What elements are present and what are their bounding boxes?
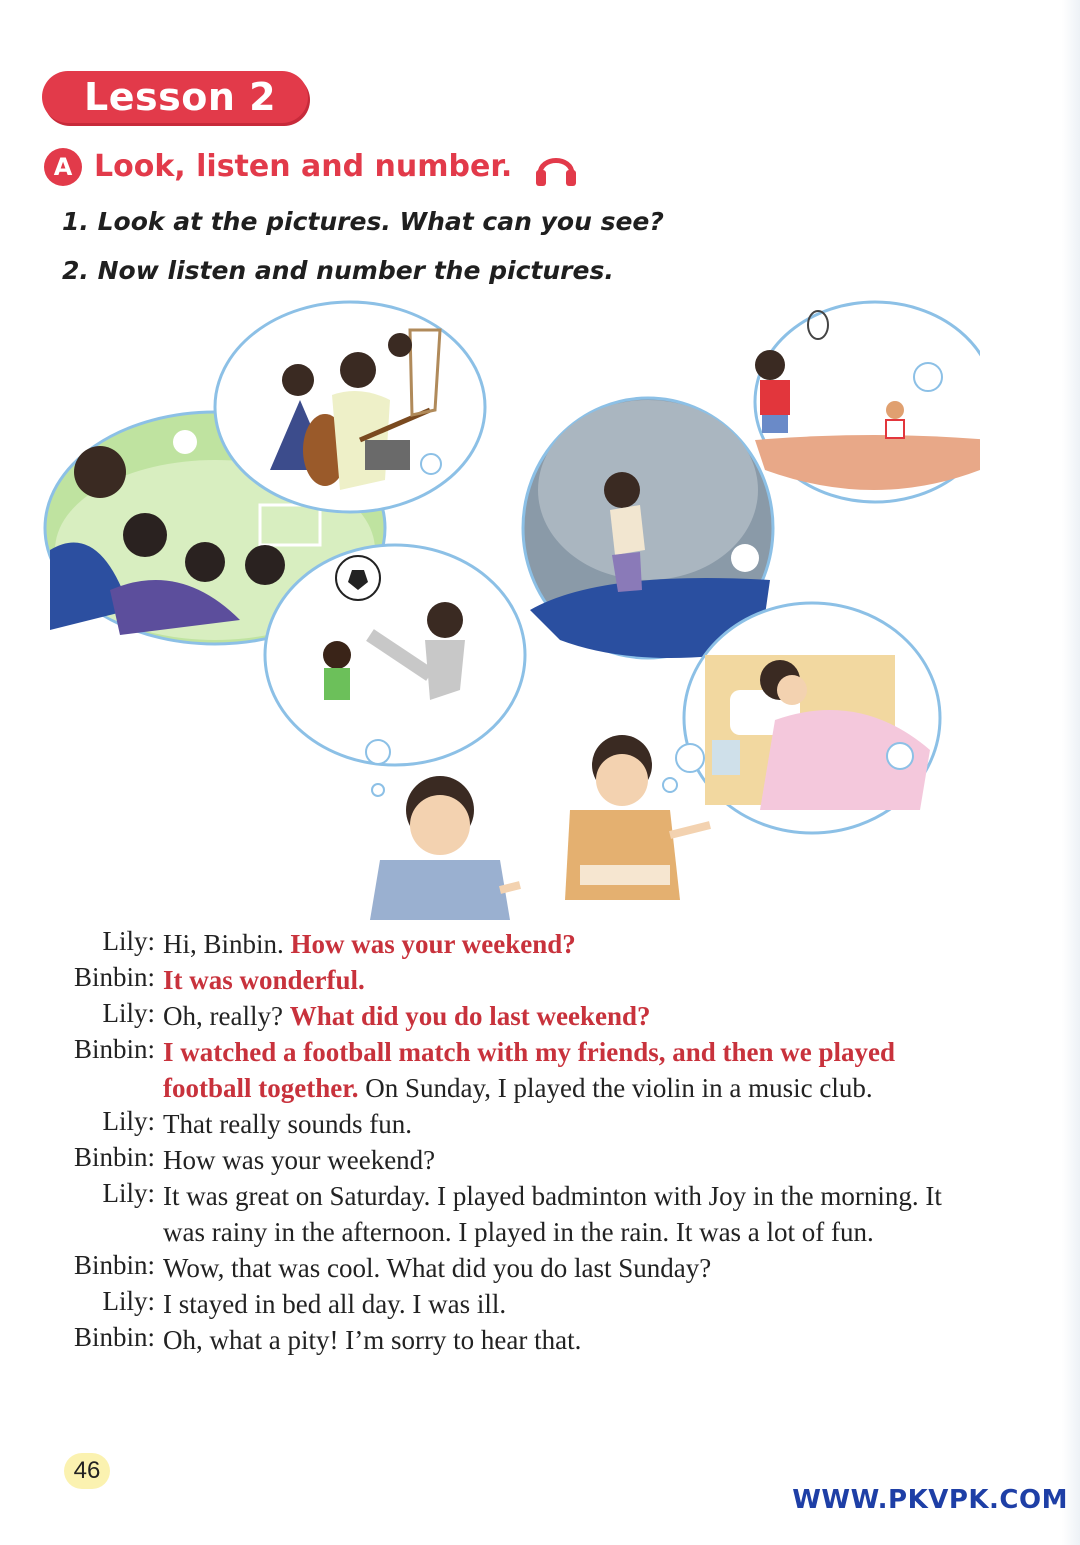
speech-text xyxy=(163,926,963,962)
speaker-name: Binbin: xyxy=(73,962,155,992)
instruction-look: 1. Look at the pictures. What can you see? xyxy=(62,207,664,236)
speech-text xyxy=(163,962,963,998)
speech-phrase: It was great on Saturday. I played badminton with Joy in the morning. It was rainy in the afternoon. I played in the rain. It was a lot of fun. xyxy=(163,1181,942,1247)
illustration xyxy=(40,290,980,930)
speech-text xyxy=(163,1322,963,1358)
dialogue-line xyxy=(0,1034,1080,1106)
page-number: 46 xyxy=(64,1453,110,1489)
speech-text xyxy=(163,1250,963,1286)
speech-phrase: Hi, Binbin. xyxy=(163,929,291,959)
speech-phrase: Wow, that was cool. What did you do last Sunday? xyxy=(163,1253,712,1283)
speaker-name: Lily: xyxy=(102,926,155,956)
speech-text xyxy=(163,1286,963,1322)
dialogue xyxy=(0,926,1080,1358)
dialogue-line xyxy=(0,998,1080,1034)
speech-text xyxy=(163,998,963,1034)
dialogue-line xyxy=(0,962,1080,998)
speaker-name: Lily: xyxy=(102,1286,155,1316)
section-title: Look, listen and number. xyxy=(94,149,513,184)
dialogue-line xyxy=(0,1250,1080,1286)
speaker-name: Binbin: xyxy=(73,1142,155,1172)
speaker-name: Binbin: xyxy=(73,1034,155,1064)
dialogue-line xyxy=(0,926,1080,962)
speech-phrase: I stayed in bed all day. I was ill. xyxy=(163,1289,507,1319)
orchestra-violin-icon xyxy=(215,302,485,512)
key-phrase: What did you do last weekend? xyxy=(289,1001,651,1031)
speech-phrase: Oh, really? xyxy=(163,1001,290,1031)
speaker-name: Lily: xyxy=(102,1178,155,1208)
speech-phrase: On Sunday, I played the violin in a music club. xyxy=(358,1073,873,1103)
speech-text xyxy=(163,1106,963,1142)
speech-text xyxy=(163,1178,963,1250)
watermark: WWW.PKVPK.COM xyxy=(792,1485,1068,1515)
badminton-icon xyxy=(755,302,980,502)
dialogue-line xyxy=(0,1142,1080,1178)
playing-in-rain-icon xyxy=(523,398,773,658)
dialogue-line xyxy=(0,1178,1080,1250)
speaker-name: Lily: xyxy=(102,998,155,1028)
speech-phrase: Oh, what a pity! I’m sorry to hear that. xyxy=(163,1325,582,1355)
section-badge: A xyxy=(44,148,82,186)
dialogue-line xyxy=(0,1106,1080,1142)
lesson-title: Lesson 2 xyxy=(84,75,277,119)
speech-text xyxy=(163,1034,963,1106)
speaker-name: Binbin: xyxy=(73,1250,155,1280)
playing-football-icon xyxy=(265,545,525,796)
dialogue-line xyxy=(0,1322,1080,1358)
dialogue-line xyxy=(0,1286,1080,1322)
key-phrase: I watched a football match with my friends, and then we played football together. xyxy=(163,1037,896,1103)
instruction-listen: 2. Now listen and number the pictures. xyxy=(62,256,614,285)
key-phrase: How was your weekend? xyxy=(290,929,576,959)
headphones-icon[interactable] xyxy=(532,144,580,190)
key-phrase: It was wonderful. xyxy=(163,965,365,995)
speech-text xyxy=(163,1142,963,1178)
speech-phrase: How was your weekend? xyxy=(163,1145,436,1175)
speech-phrase: That really sounds fun. xyxy=(163,1109,412,1139)
speaker-name: Binbin: xyxy=(73,1322,155,1352)
speaker-name: Lily: xyxy=(102,1106,155,1136)
